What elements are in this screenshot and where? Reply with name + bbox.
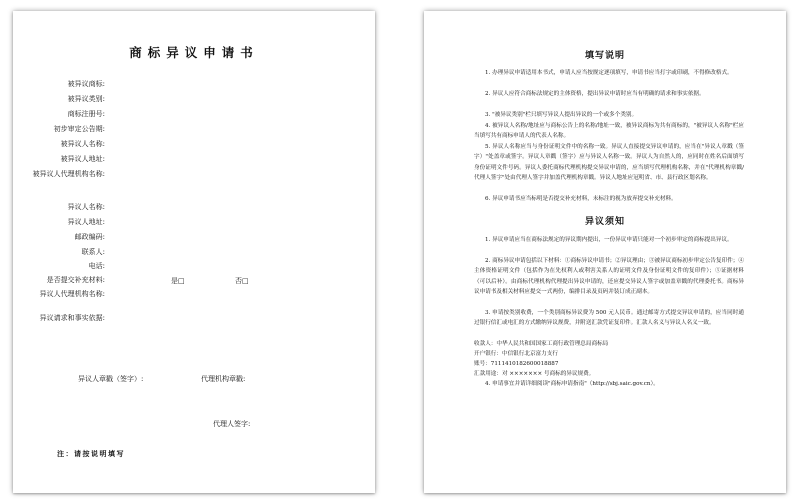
instruction-item: 5. 异议人名称应当与身份证明文件中的名称一致。异议人直接提交异议申请的，应当在"异议人章戳（签字）"处盖章或签字。异议人章戳（签字）应与异议人名称一致。异议人为自然人的，应同时在姓名后面填写身份证明文件号码。异议人委托商标代理机构提交异议申请的，应当填写代理机构名称，并在"代理机构章戳/代理人签字"处由代理人签字并加盖代理机构章戳。异议人地址应冠明省、市、县行政区划名称。: [474, 144, 744, 181]
form-note: 注：请按说明填写: [57, 450, 125, 458]
field-label-postal-code: 邮政编码:: [74, 233, 105, 241]
field-label-publication-period: 初步审定公告期:: [53, 125, 105, 133]
agent-signature-label: 代理人签字:: [213, 420, 251, 428]
field-label-request-basis: 异议请求和事实依据:: [39, 314, 105, 322]
instruction-item: 1. 办理异议申请适用本书式，申请人应当按规定逐项填写，申请书应当打字或印刷，不得修改格式。: [485, 70, 733, 76]
checkbox-no: 否□: [235, 277, 249, 285]
field-label-opponent-name: 异议人名称:: [67, 203, 105, 211]
instruction-item: 6. 异议申请书应当标明是否提交补充材料，未标注的视为放弃提交补充材料。: [485, 196, 677, 202]
instruction-item: 4. 被异议人名称/地址应与商标公告上的名称/地址一致，被异议商标为共有商标的，"被异议人名称"栏应当填写共有商标申请人的代表人名称。: [474, 123, 744, 140]
instructions-page: [424, 11, 786, 493]
field-label-opposed-party-name: 被异议人名称:: [60, 140, 105, 148]
field-label-phone: 电话:: [88, 262, 105, 270]
notice-title: 异议须知: [584, 217, 625, 227]
agency-stamp-label: 代理机构章戳:: [201, 375, 246, 383]
field-label-supplementary: 是否提交补充材料:: [46, 276, 105, 284]
notice-item: 3. 申请按类别收费，一个类别商标异议费为 500 元人民币。通过邮寄方式提交异议申请的，应当同时通过银行信汇或电汇的方式缴纳异议规费，并附送汇款凭证复印件。汇款人名义与异议人名义一致。: [474, 310, 744, 327]
remittance-purpose-line: 汇款用途：对 ××××××× 号商标的异议规费。: [474, 371, 595, 377]
application-form-page: [13, 11, 375, 493]
notice-item: 2. 商标异议申请包括以下材料：①商标异议申请书；②异议理由；③被异议商标初步审定公告复印件；④主体资格证明文件（包括作为在先权利人或利害关系人的证明文件及身份证明文件的复印件）；⑤证据材料（可以后补）。由商标代理机构代理提出异议申请的，还应提交异议人签字或加盖章戳的代理委托书。商标异议申请书及相关材料应提交一式两份，编排目录及页码并装订成正副本。: [474, 258, 744, 295]
field-label-opponent-agency: 异议人代理机构名称:: [39, 290, 105, 298]
checkbox-yes: 是□: [171, 277, 185, 285]
bank-line: 开户银行：中信银行北京富力支行: [474, 351, 558, 357]
instruction-item: 2. 异议人应符合商标法规定的主体资格，提出异议申请时应当有明确的请求和事实依据。: [485, 91, 705, 97]
payee-line: 收款人：中华人民共和国国家工商行政管理总局商标局: [474, 341, 609, 347]
field-label-contact: 联系人:: [81, 248, 105, 256]
notice-item: 4. 申请事宜并请详细阅读"商标申请指南"（http://sbj.saic.gov.cn）。: [485, 381, 659, 387]
field-label-opponent-address: 异议人地址:: [67, 218, 105, 226]
field-label-opposed-agency: 被异议人代理机构名称:: [32, 170, 105, 178]
field-label-opposed-class: 被异议类别:: [67, 95, 105, 103]
field-label-opposed-trademark: 被异议商标:: [67, 80, 105, 88]
form-title: 商标异议申请书: [129, 45, 259, 60]
field-label-registration-number: 商标注册号:: [67, 110, 105, 118]
instruction-item: 3. "被异议类别"栏只填写异议人提出异议的一个或多个类别。: [485, 112, 638, 118]
field-label-opposed-party-address: 被异议人地址:: [60, 155, 105, 163]
account-line: 账号：7111410182600018887: [474, 361, 559, 367]
opponent-signature-label: 异议人章戳（签字）:: [78, 375, 144, 383]
instructions-title: 填写说明: [584, 51, 625, 61]
notice-item: 1. 异议申请应当在商标法规定的异议期内提出，一份异议申请只能对一个初步审定的商标提出异议。: [485, 237, 733, 243]
